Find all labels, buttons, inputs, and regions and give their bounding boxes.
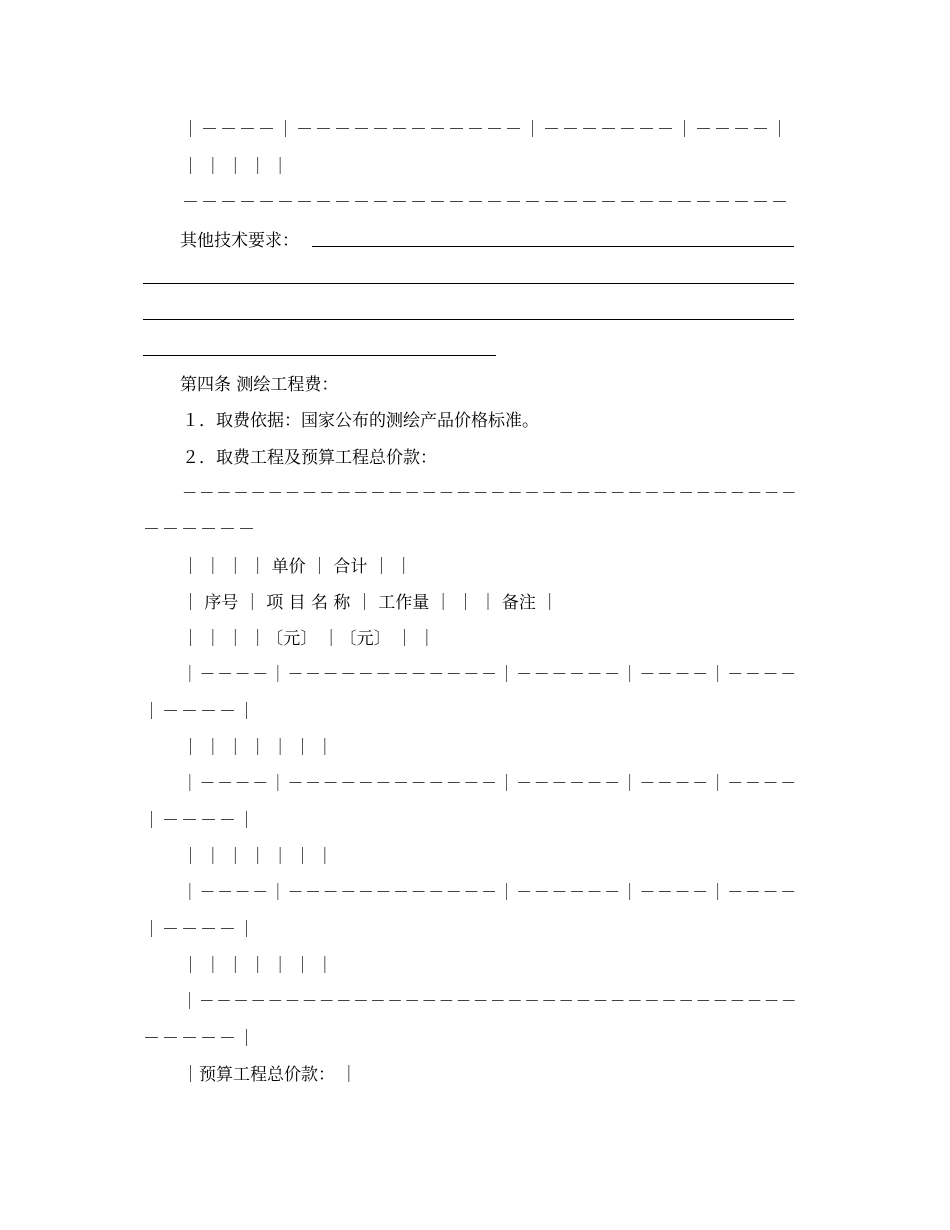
clause-item: １．取费依据：国家公布的测绘产品价格标准。 <box>182 411 539 431</box>
table-cell-row: ｜ ｜ ｜ ｜ ｜ ｜ ｜ <box>182 956 334 976</box>
blank-fill-line <box>143 319 794 320</box>
table-header-row: ｜ ｜ ｜ ｜〔元〕 ｜〔元〕 ｜ ｜ <box>182 629 436 649</box>
table-rule-row: ｜－－－－｜－－－－－－－－－－－－｜－－－－－－｜－－－－｜－－－－ <box>182 883 798 903</box>
table-top-rule-wrap: －－－－－－ <box>143 520 257 540</box>
table-rule-row: ｜－－－－｜－－－－－－－－－－－－｜－－－－－－｜－－－－｜－－－－ <box>182 774 798 794</box>
table-header-row: ｜ 序号 ｜ 项 目 名 称 ｜ 工作量 ｜ ｜ ｜ 备注 ｜ <box>182 593 559 613</box>
table-rule-row-wrap: －－－－－｜ <box>143 1029 257 1049</box>
blank-fill-line <box>143 355 496 356</box>
table-cell-row: ｜ ｜ ｜ ｜ ｜ <box>182 157 289 177</box>
blank-fill-line <box>312 246 794 247</box>
table-rule-row-wrap: ｜－－－－｜ <box>143 702 257 722</box>
table-rule-row: ｜－－－－｜－－－－－－－－－－－－｜－－－－－－－｜－－－－｜ <box>182 120 790 140</box>
clause-item: ２．取费工程及预算工程总价款： <box>182 448 437 468</box>
table-rule-row: ｜－－－－－－－－－－－－－－－－－－－－－－－－－－－－－－－－－－－ <box>182 992 799 1012</box>
table-bottom-rule: －－－－－－－－－－－－－－－－－－－－－－－－－－－－－－－－ <box>182 193 790 213</box>
budget-total-row: ｜预算工程总价款： ｜ <box>182 1065 358 1085</box>
table-header-row: ｜ ｜ ｜ ｜ 单价 ｜ 合计 ｜ ｜ <box>182 557 413 577</box>
table-rule-row-wrap: ｜－－－－｜ <box>143 920 257 940</box>
section-heading: 第四条 测绘工程费： <box>180 375 339 395</box>
blank-fill-line <box>143 283 794 284</box>
table-rule-row: ｜－－－－｜－－－－－－－－－－－－｜－－－－－－｜－－－－｜－－－－ <box>182 665 798 685</box>
table-cell-row: ｜ ｜ ｜ ｜ ｜ ｜ ｜ <box>182 847 334 867</box>
other-requirements-label: 其他技术要求： <box>180 231 299 251</box>
table-cell-row: ｜ ｜ ｜ ｜ ｜ ｜ ｜ <box>182 738 334 758</box>
table-top-rule: －－－－－－－－－－－－－－－－－－－－－－－－－－－－－－－－－－－－ <box>182 484 799 504</box>
table-rule-row-wrap: ｜－－－－｜ <box>143 811 257 831</box>
